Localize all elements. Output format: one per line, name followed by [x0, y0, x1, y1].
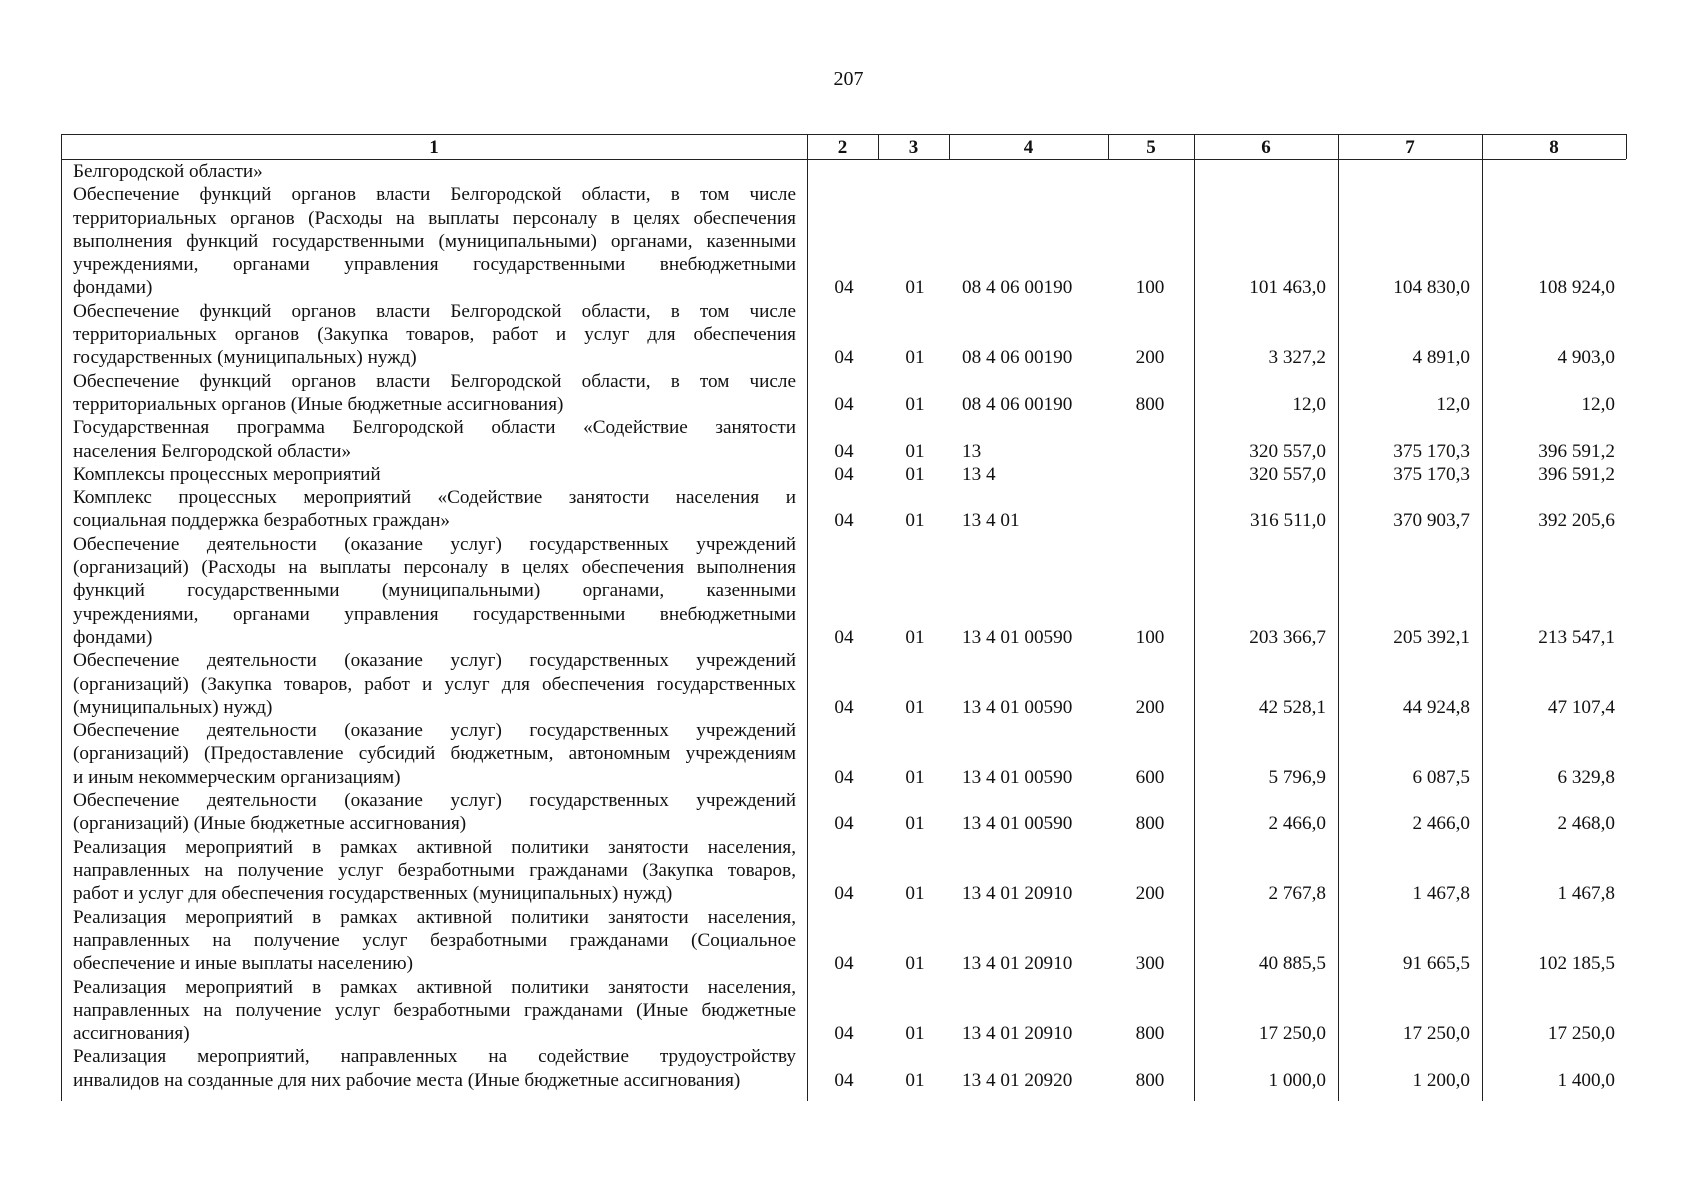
- target-article-code: 13 4 01 20910: [962, 1023, 1073, 1045]
- table-row: [0, 416, 1697, 463]
- description-line: территориальных органов (Иные бюджетные ассигнования): [73, 393, 564, 415]
- column-header: 6: [1261, 137, 1271, 158]
- subsection-code: 01: [905, 696, 925, 718]
- description-line: (организаций) (Расходы на выплаты персоналу в целях обеспечения выполнения: [73, 557, 796, 579]
- section-code: 04: [834, 626, 854, 648]
- description-line: обеспечение и иные выплаты населению): [73, 953, 414, 975]
- amount-year-3: 1 467,8: [1557, 883, 1615, 905]
- description-line: Обеспечение функций органов власти Белгородской области, в том числе: [73, 370, 796, 392]
- subsection-code: 01: [905, 277, 925, 299]
- amount-year-1: 320 557,0: [1249, 463, 1326, 485]
- description-line: (организаций) (Закупка товаров, работ и услуг для обеспечения государственных: [73, 673, 796, 695]
- amount-year-1: 203 366,7: [1249, 626, 1326, 648]
- table-row: [0, 183, 1697, 300]
- row-description: [73, 906, 796, 976]
- page-number: 207: [833, 68, 864, 90]
- expense-type-code: 200: [1135, 347, 1165, 369]
- description-line: Реализация мероприятий, направленных на содействие трудоустройству: [73, 1046, 796, 1068]
- target-article-code: 13 4 01 00590: [962, 626, 1073, 648]
- amount-year-3: 47 107,4: [1547, 696, 1615, 718]
- row-description: [73, 649, 796, 719]
- description-line: Комплекс процессных мероприятий «Содействие занятости населения и: [73, 487, 796, 509]
- description-line: функций государственными (муниципальными) органами, казенными: [73, 580, 796, 602]
- target-article-code: 13 4 01 00590: [962, 813, 1073, 835]
- amount-year-2: 91 665,5: [1402, 953, 1470, 975]
- target-article-code: 13 4 01 20910: [962, 953, 1073, 975]
- section-code: 04: [834, 813, 854, 835]
- subsection-code: 01: [905, 393, 925, 415]
- amount-year-1: 316 511,0: [1249, 510, 1326, 532]
- table-row: [0, 649, 1697, 719]
- table-row: [0, 906, 1697, 976]
- target-article-code: 08 4 06 00190: [962, 393, 1073, 415]
- row-description: [73, 486, 796, 533]
- section-code: 04: [834, 766, 854, 788]
- row-description: [73, 533, 796, 649]
- table-row: [0, 719, 1697, 789]
- amount-year-1: 1 000,0: [1268, 1069, 1326, 1091]
- description-line: (организаций) (Предоставление субсидий бюджетным, автономным учреждениям: [73, 743, 796, 765]
- description-line: (организаций) (Иные бюджетные ассигнования): [73, 813, 467, 835]
- expense-type-code: 800: [1135, 393, 1165, 415]
- table-row: [0, 370, 1697, 417]
- amount-year-3: 12,0: [1581, 393, 1615, 415]
- description-line: инвалидов на созданные для них рабочие места (Иные бюджетные ассигнования): [73, 1069, 741, 1091]
- amount-year-1: 17 250,0: [1258, 1023, 1326, 1045]
- subsection-code: 01: [905, 626, 925, 648]
- amount-year-1: 2 466,0: [1268, 813, 1326, 835]
- section-code: 04: [834, 1069, 854, 1091]
- description-line: учреждениями, органами управления государственными внебюджетными: [73, 254, 796, 276]
- table-row: [0, 836, 1697, 906]
- amount-year-2: 1 467,8: [1412, 883, 1470, 905]
- description-line: Обеспечение деятельности (оказание услуг) государственных учреждений: [73, 533, 796, 555]
- amount-year-1: 12,0: [1292, 393, 1326, 415]
- subsection-code: 01: [905, 463, 925, 485]
- column-header: 3: [908, 137, 919, 158]
- amount-year-1: 2 767,8: [1268, 883, 1326, 905]
- description-line: населения Белгородской области»: [73, 440, 352, 462]
- row-description: [73, 719, 796, 789]
- amount-year-2: 12,0: [1436, 393, 1470, 415]
- expense-type-code: 800: [1135, 1069, 1165, 1091]
- amount-year-3: 213 547,1: [1538, 626, 1615, 648]
- amount-year-3: 108 924,0: [1538, 277, 1615, 299]
- column-header: 7: [1405, 137, 1415, 158]
- section-code: 04: [834, 1023, 854, 1045]
- amount-year-2: 6 087,5: [1412, 766, 1470, 788]
- description-line: направленных на получение услуг безработными гражданами (Иные бюджетные: [73, 999, 796, 1021]
- section-code: 04: [834, 277, 854, 299]
- section-code: 04: [834, 440, 854, 462]
- table-row: [0, 976, 1697, 1046]
- description-line: Реализация мероприятий в рамках активной политики занятости населения,: [73, 836, 796, 858]
- table-row: [0, 789, 1697, 836]
- description-line: Обеспечение деятельности (оказание услуг) государственных учреждений: [73, 720, 796, 742]
- amount-year-2: 4 891,0: [1412, 347, 1470, 369]
- row-description: [73, 789, 796, 836]
- amount-year-2: 375 170,3: [1393, 463, 1470, 485]
- table-row: [0, 1045, 1697, 1092]
- amount-year-2: 205 392,1: [1393, 626, 1470, 648]
- column-header: 4: [1023, 137, 1034, 158]
- expense-type-code: 800: [1135, 1023, 1165, 1045]
- amount-year-1: 42 528,1: [1258, 696, 1326, 718]
- subsection-code: 01: [905, 883, 925, 905]
- amount-year-3: 17 250,0: [1547, 1023, 1615, 1045]
- description-line: Реализация мероприятий в рамках активной политики занятости населения,: [73, 976, 796, 998]
- amount-year-3: 6 329,8: [1557, 766, 1615, 788]
- table-row: [0, 160, 1697, 183]
- subsection-code: 01: [905, 953, 925, 975]
- column-header: 8: [1549, 137, 1559, 158]
- row-description: [73, 300, 796, 370]
- description-line: социальная поддержка безработных граждан»: [73, 510, 450, 532]
- subsection-code: 01: [905, 1069, 925, 1091]
- row-description: [73, 1045, 796, 1092]
- section-code: 04: [834, 463, 854, 485]
- expense-type-code: 300: [1135, 953, 1165, 975]
- section-code: 04: [834, 510, 854, 532]
- subsection-code: 01: [905, 1023, 925, 1045]
- description-line: учреждениями, органами управления государственными внебюджетными: [73, 603, 796, 625]
- amount-year-3: 396 591,2: [1538, 440, 1615, 462]
- row-description: [73, 976, 796, 1046]
- amount-year-1: 40 885,5: [1258, 953, 1326, 975]
- amount-year-1: 3 327,2: [1268, 347, 1326, 369]
- target-article-code: 13 4: [962, 463, 996, 485]
- amount-year-3: 4 903,0: [1557, 347, 1615, 369]
- description-line: Обеспечение функций органов власти Белгородской области, в том числе: [73, 184, 796, 206]
- target-article-code: 13 4 01 00590: [962, 766, 1073, 788]
- description-line: фондами): [73, 277, 153, 299]
- section-code: 04: [834, 347, 854, 369]
- subsection-code: 01: [905, 440, 925, 462]
- target-article-code: 13 4 01 00590: [962, 696, 1073, 718]
- description-line: Комплексы процессных мероприятий: [73, 463, 381, 485]
- amount-year-3: 392 205,6: [1538, 510, 1615, 532]
- description-line: и иным некоммерческим организациям): [73, 766, 401, 788]
- section-code: 04: [834, 696, 854, 718]
- row-description: [73, 836, 796, 906]
- description-line: Государственная программа Белгородской области «Содействие занятости: [73, 417, 796, 439]
- amount-year-2: 2 466,0: [1412, 813, 1470, 835]
- section-code: 04: [834, 953, 854, 975]
- amount-year-2: 17 250,0: [1402, 1023, 1470, 1045]
- description-line: (муниципальных) нужд): [73, 696, 273, 718]
- row-description: [73, 183, 796, 299]
- target-article-code: 08 4 06 00190: [962, 347, 1073, 369]
- amount-year-1: 101 463,0: [1249, 277, 1326, 299]
- description-line: Белгородской области»: [73, 161, 263, 182]
- description-line: фондами): [73, 626, 153, 648]
- table-row: [0, 533, 1697, 650]
- description-line: территориальных органов (Закупка товаров, работ и услуг для обеспечения: [73, 324, 796, 346]
- subsection-code: 01: [905, 347, 925, 369]
- expense-type-code: 600: [1135, 766, 1165, 788]
- description-line: Обеспечение деятельности (оказание услуг) государственных учреждений: [73, 650, 796, 672]
- description-line: Обеспечение деятельности (оказание услуг) государственных учреждений: [73, 790, 796, 812]
- amount-year-2: 375 170,3: [1393, 440, 1470, 462]
- expense-type-code: 100: [1135, 277, 1165, 299]
- table-top-border: [61, 134, 1626, 135]
- target-article-code: 13 4 01 20910: [962, 883, 1073, 905]
- expense-type-code: 100: [1135, 626, 1165, 648]
- section-code: 04: [834, 393, 854, 415]
- row-description: [73, 160, 796, 183]
- amount-year-2: 104 830,0: [1393, 277, 1470, 299]
- expense-type-code: 800: [1135, 813, 1165, 835]
- description-line: ассигнования): [73, 1023, 190, 1045]
- subsection-code: 01: [905, 813, 925, 835]
- amount-year-1: 320 557,0: [1249, 440, 1326, 462]
- expense-type-code: 200: [1135, 696, 1165, 718]
- row-description: [73, 463, 796, 486]
- row-description: [73, 370, 796, 417]
- column-header: 1: [429, 137, 439, 158]
- amount-year-3: 102 185,5: [1538, 953, 1615, 975]
- description-line: государственных (муниципальных) нужд): [73, 347, 417, 369]
- description-line: направленных на получение услуг безработными гражданами (Социальное: [73, 929, 796, 951]
- table-row: [0, 300, 1697, 370]
- amount-year-2: 44 924,8: [1402, 696, 1470, 718]
- amount-year-1: 5 796,9: [1268, 766, 1326, 788]
- description-line: Реализация мероприятий в рамках активной политики занятости населения,: [73, 906, 796, 928]
- amount-year-3: 1 400,0: [1557, 1069, 1615, 1091]
- target-article-code: 13 4 01: [962, 510, 1020, 532]
- row-description: [73, 416, 796, 463]
- target-article-code: 13 4 01 20920: [962, 1069, 1073, 1091]
- amount-year-2: 370 903,7: [1393, 510, 1470, 532]
- description-line: выполнения функций государственными (муниципальными) органами, казенными: [73, 230, 796, 252]
- description-line: работ и услуг для обеспечения государственных (муниципальных) нужд): [73, 883, 673, 905]
- amount-year-3: 2 468,0: [1557, 813, 1615, 835]
- column-header: 5: [1146, 137, 1156, 158]
- target-article-code: 08 4 06 00190: [962, 277, 1073, 299]
- subsection-code: 01: [905, 766, 925, 788]
- section-code: 04: [834, 883, 854, 905]
- description-line: территориальных органов (Расходы на выплаты персоналу в целях обеспечения: [73, 207, 796, 229]
- amount-year-2: 1 200,0: [1412, 1069, 1470, 1091]
- target-article-code: 13: [962, 440, 982, 462]
- table-row: [0, 486, 1697, 533]
- description-line: направленных на получение услуг безработными гражданами (Закупка товаров,: [73, 859, 796, 881]
- subsection-code: 01: [905, 510, 925, 532]
- description-line: Обеспечение функций органов власти Белгородской области, в том числе: [73, 300, 796, 322]
- table-row: [0, 463, 1697, 486]
- expense-type-code: 200: [1135, 883, 1165, 905]
- amount-year-3: 396 591,2: [1538, 463, 1615, 485]
- column-header: 2: [837, 137, 848, 158]
- column-divider: [1626, 134, 1627, 159]
